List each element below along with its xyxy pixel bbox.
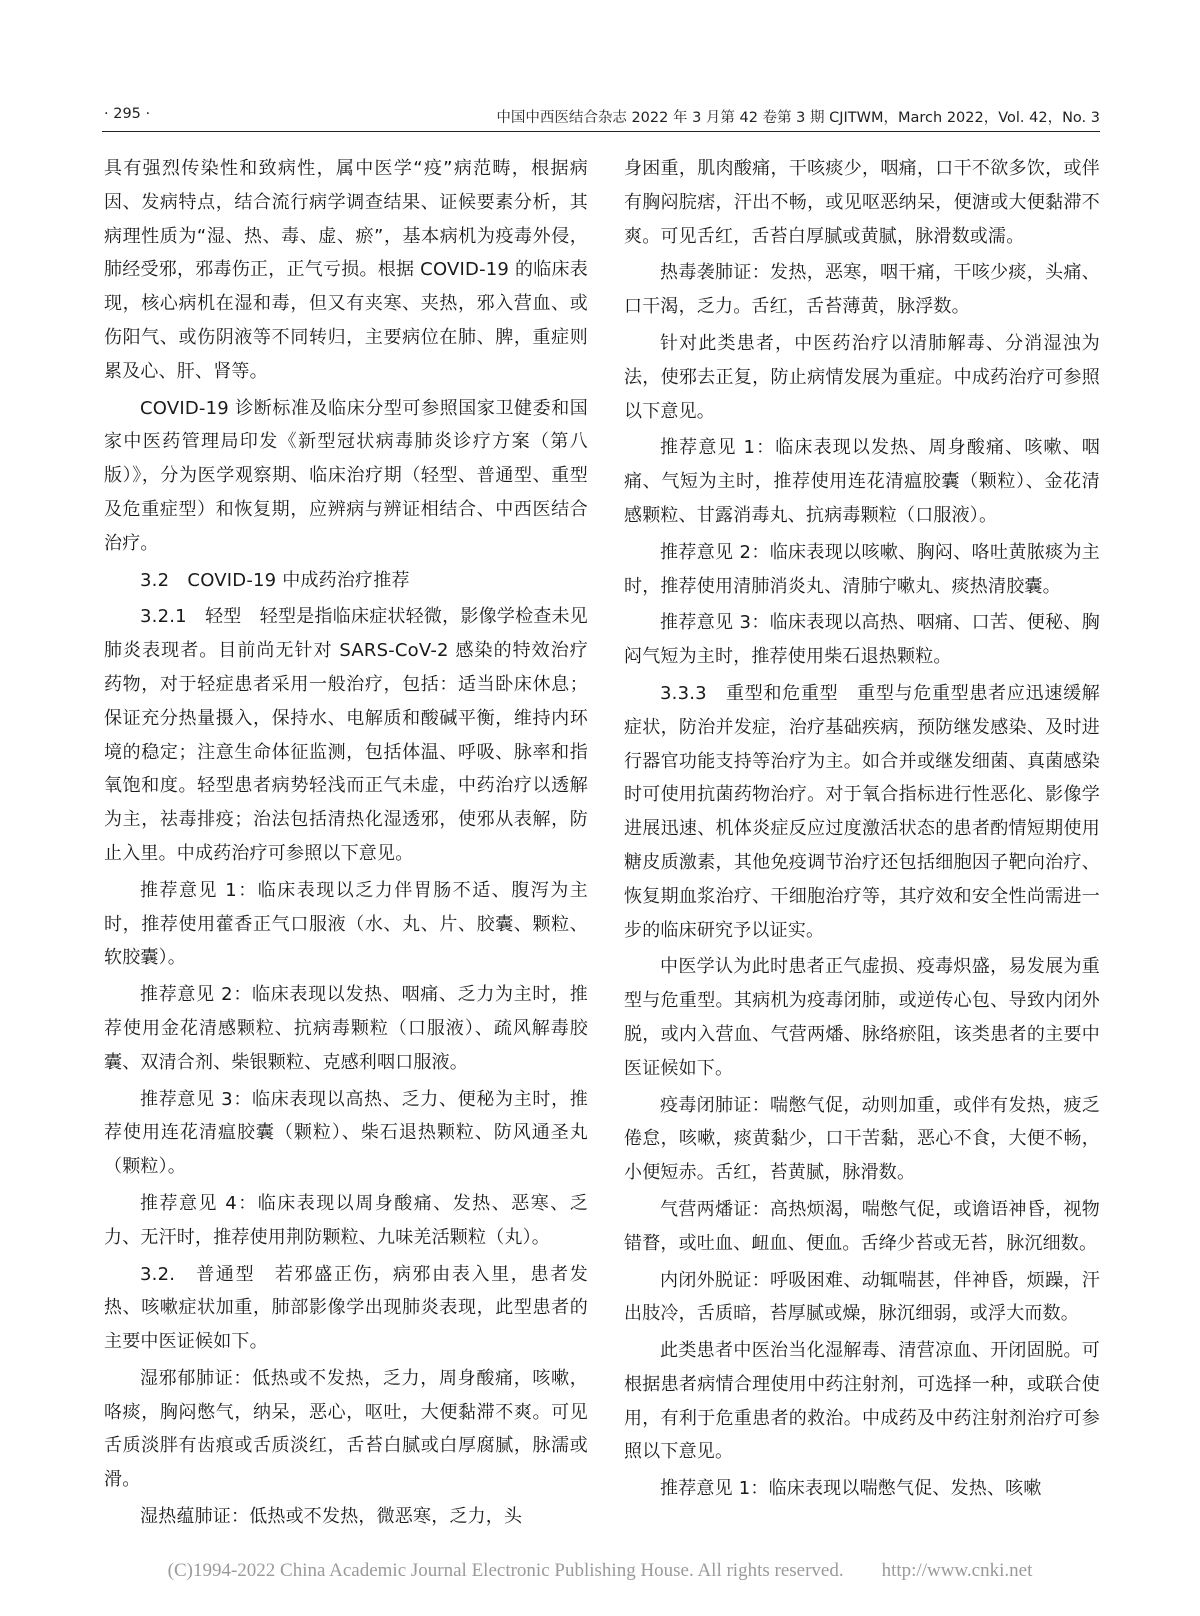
paragraph: 中医学认为此时患者正气虚损、疫毒炽盛，易发展为重型与危重型。其病机为疫毒闭肺，或逆传心包、导致内闭外脱，或内入营血、气营两燔、脉络瘀阻，该类患者的主要中医证候如下。 (624, 956, 1100, 1079)
running-header (102, 102, 1100, 130)
paragraph: 推荐意见 3：临床表现以高热、咽痛、口苦、便秘、胸闷气短为主时，推荐使用柴石退热颗粒。 (624, 612, 1100, 668)
paragraph: 疫毒闭肺证：喘憋气促，动则加重，或伴有发热，疲乏倦怠，咳嗽，痰黄黏少，口干苦黏，恶心不食，大便不畅，小便短赤。舌红，苔黄腻，脉滑数。 (624, 1094, 1100, 1184)
paragraph: 湿热蕴肺证：低热或不发热，微恶寒，乏力，头 (140, 1506, 523, 1528)
paragraph: 针对此类患者，中医药治疗以清肺解毒、分消湿浊为法，使邪去正复，防止病情发展为重症。中成药治疗可参照以下意见。 (624, 332, 1100, 422)
copyright-footer: (C)1994-2022 China Academic Journal Electronic Publishing House. All rights reserved. http://www.cnki.net (167, 1560, 1033, 1581)
journal-citation: 中国中西医结合杂志 2022 年 3 月第 42 卷第 3 期 CJITWM，March 2022，Vol. 42，No. 3 (496, 110, 1100, 126)
paragraph: 此类患者中医治当化湿解毒、清营凉血、开闭固脱。可根据患者病情合理使用中药注射剂，可选择一种，或联合使用，有利于危重患者的救治。中成药及中药注射剂治疗可参照以下意见。 (624, 1340, 1100, 1463)
section-heading: 3.2 COVID-19 中成药治疗推荐 (140, 569, 410, 591)
left-column (104, 152, 588, 1537)
paragraph: 3.3.3 重型和危重型 重型与危重型患者应迅速缓解症状，防治并发症，治疗基础疾病，预防继发感染、及时进行器官功能支持等治疗为主。如合并或继发细菌、真菌感染时可使用抗菌药物治疗。对于氧合指标进行性恶化、影像学进展迅速、机体炎症反应过度激活状态的患者酌情短期使用糖皮质激素，其他免疫调节治疗还包括细胞因子靶向治疗、恢复期血浆治疗、干细胞治疗等，其疗效和安全性尚需进一步的临床研究予以证实。 (624, 682, 1100, 941)
paragraph: 身困重，肌肉酸痛，干咳痰少，咽痛，口干不欲多饮，或伴有胸闷脘痞，汗出不畅，或见呕恶纳呆，便溏或大便黏滞不爽。可见舌红，舌苔白厚腻或黄腻，脉滑数或濡。 (624, 158, 1100, 247)
paragraph: 推荐意见 1：临床表现以发热、周身酸痛、咳嗽、咽痛、气短为主时，推荐使用连花清瘟胶囊（颗粒）、金花清感颗粒、甘露消毒丸、抗病毒颗粒（口服液）。 (624, 437, 1100, 526)
paragraph: 气营两燔证：高热烦渴，喘憋气促，或谵语神昏，视物错瞀，或吐血、衄血、便血。舌绛少苔或无苔，脉沉细数。 (624, 1198, 1100, 1254)
header-rule (102, 131, 1100, 132)
paragraph: 推荐意见 1：临床表现以喘憋气促、发热、咳嗽 (660, 1478, 1042, 1500)
paragraph: 具有强烈传染性和致病性，属中医学“疫”病范畴，根据病因、发病特点，结合流行病学调查结果、证候要素分析，其病理性质为“湿、热、毒、虚、瘀”，基本病机为疫毒外侵，肺经受邪，邪毒伤正，正气亏损。根据 COVID-19 的临床表现，核心病机在湿和毒，但又有夹寒、夹热，邪入营血、或伤阳气、或伤阴液等不同转归，主要病位在肺、脾，重症则累及心、肝、肾等。 (104, 158, 588, 382)
paragraph: 推荐意见 1：临床表现以乏力伴胃肠不适、腹泻为主时，推荐使用藿香正气口服液（水、丸、片、胶囊、颗粒、软胶囊）。 (104, 879, 588, 969)
paragraph: 3.2.1 轻型 轻型是指临床症状轻微，影像学检查未见肺炎表现者。目前尚无针对 SARS-CoV-2 感染的特效治疗药物，对于轻症患者采用一般治疗，包括：适当卧床休息；保证充分热量摄入，保持水、电解质和酸碱平衡，维持内环境的稳定；注意生命体征监测，包括体温、呼吸、脉率和指氧饱和度。轻型患者病势轻浅而正气未虚，中药治疗以透解为主，祛毒排疫；治法包括清热化湿透邪，使邪从表解，防止入里。中成药治疗可参照以下意见。 (104, 606, 588, 864)
paragraph: 内闭外脱证：呼吸困难、动辄喘甚，伴神昏，烦躁，汗出肢冷，舌质暗，苔厚腻或燥，脉沉细弱，或浮大而数。 (624, 1269, 1100, 1325)
paragraph: 热毒袭肺证：发热，恶寒，咽干痛，干咳少痰，头痛、口干渴，乏力。舌红，舌苔薄黄，脉浮数。 (624, 262, 1100, 318)
paragraph: 推荐意见 4：临床表现以周身酸痛、发热、恶寒、乏力、无汗时，推荐使用荆防颗粒、九味羌活颗粒（丸）。 (104, 1192, 588, 1248)
page-number: · 295 · (104, 106, 151, 122)
right-column (624, 152, 1100, 1509)
paragraph: 推荐意见 2：临床表现以发热、咽痛、乏力为主时，推荐使用金花清感颗粒、抗病毒颗粒（口服液）、疏风解毒胶囊、双清合剂、柴银颗粒、克感利咽口服液。 (104, 984, 588, 1073)
paragraph: COVID-19 诊断标准及临床分型可参照国家卫健委和国家中医药管理局印发《新型冠状病毒肺炎诊疗方案（第八版）》，分为医学观察期、临床治疗期（轻型、普通型、重型及危重症型）和恢复期，应辨病与辨证相结合、中西医结合治疗。 (104, 397, 588, 554)
paragraph: 推荐意见 2：临床表现以咳嗽、胸闷、咯吐黄脓痰为主时，推荐使用清肺消炎丸、清肺宁嗽丸、痰热清胶囊。 (624, 541, 1100, 597)
paragraph: 3.2. 普通型 若邪盛正伤，病邪由表入里，患者发热、咳嗽症状加重，肺部影像学出现肺炎表现，此型患者的主要中医证候如下。 (104, 1263, 588, 1353)
paragraph: 湿邪郁肺证：低热或不发热，乏力，周身酸痛，咳嗽，咯痰，胸闷憋气，纳呆，恶心，呕吐，大便黏滞不爽。可见舌质淡胖有齿痕或舌质淡红，舌苔白腻或白厚腐腻，脉濡或滑。 (104, 1367, 588, 1491)
paragraph: 推荐意见 3：临床表现以高热、乏力、便秘为主时，推荐使用连花清瘟胶囊（颗粒）、柴石退热颗粒、防风通圣丸（颗粒）。 (104, 1088, 588, 1178)
